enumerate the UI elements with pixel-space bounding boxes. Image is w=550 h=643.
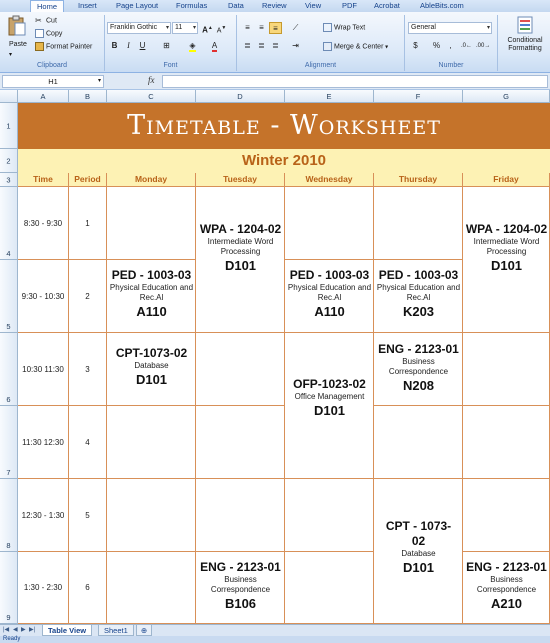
increase-decimal-button[interactable] (460, 40, 473, 52)
tab-ablebits[interactable]: AbleBits.com (420, 1, 464, 10)
comma-button[interactable] (444, 40, 457, 52)
align-bottom-icon: ≡ (273, 24, 278, 33)
class-name: Database (134, 361, 169, 370)
prev-sheet-icon[interactable]: ◀ (13, 627, 18, 633)
row-header-4[interactable]: 4 (0, 187, 18, 260)
tab-view[interactable]: View (305, 1, 322, 10)
currency-button[interactable] (409, 40, 422, 52)
worksheet (0, 90, 550, 624)
wrap-text-button[interactable] (323, 23, 365, 33)
conditional-formatting-icon (517, 16, 533, 34)
header-thursday[interactable]: Thursday (374, 173, 463, 187)
period-cell[interactable]: 1 (69, 187, 107, 260)
grow-font-button[interactable]: A▲ (202, 25, 213, 35)
divider (497, 15, 498, 71)
column-header-e[interactable]: E (285, 90, 374, 103)
class-room: B106 (224, 596, 257, 611)
class-code: CPT-1073-02 (115, 346, 188, 360)
header-tuesday[interactable]: Tuesday (196, 173, 285, 187)
percent-button[interactable] (430, 40, 443, 52)
paintbrush-icon (35, 42, 44, 51)
class-block (380, 519, 457, 576)
ribbon (0, 12, 550, 73)
class-block (108, 268, 195, 320)
name-box-value: H1 (48, 77, 58, 86)
class-code: WPA - 1204-02 (199, 222, 282, 236)
fill-color-icon: ◈ (189, 41, 196, 50)
indent-button[interactable] (289, 40, 302, 52)
font-group-label: Font (163, 62, 178, 69)
sheet-tab-bar (0, 624, 550, 636)
class-room: D101 (135, 372, 168, 387)
class-name: Business Correspondence (388, 357, 449, 376)
class-name: Physical Education and Rec.Al (287, 283, 372, 302)
class-block (464, 560, 549, 612)
schedule-cell[interactable] (196, 406, 285, 479)
column-header-bar (0, 90, 550, 103)
schedule-cell[interactable] (107, 479, 196, 552)
tab-review[interactable]: Review (262, 1, 287, 10)
class-block (197, 222, 284, 274)
tab-acrobat[interactable]: Acrobat (374, 1, 400, 10)
period-cell[interactable]: 6 (69, 552, 107, 624)
column-header-b[interactable]: B (69, 90, 107, 103)
font-family-select[interactable] (107, 22, 171, 34)
schedule-cell[interactable] (463, 479, 550, 552)
class-name: Office Management (294, 392, 365, 401)
align-center-button[interactable] (255, 40, 268, 52)
font-size-select[interactable] (172, 22, 198, 34)
chevron-down-icon: ▾ (97, 78, 101, 84)
row-header-7[interactable]: 7 (0, 406, 18, 479)
merge-center-label: Merge & Center (334, 43, 384, 51)
tab-insert[interactable]: Insert (78, 1, 97, 10)
class-room: A110 (314, 304, 345, 319)
indent-icon: ⇥ (292, 41, 299, 50)
format-painter-button[interactable] (35, 42, 92, 52)
align-middle-button[interactable] (255, 22, 268, 34)
copy-button[interactable] (35, 29, 62, 39)
sheet-tab-sheet1[interactable]: Sheet1 (98, 625, 134, 636)
orientation-icon: ⟋ (292, 23, 299, 32)
comma-icon: , (449, 41, 452, 50)
tab-formulas[interactable]: Formulas (176, 1, 208, 10)
class-code: ENG - 2123-01 (378, 342, 459, 356)
class-block (108, 346, 195, 388)
chevron-down-icon[interactable]: ▾ (9, 52, 13, 58)
page-subtitle[interactable]: Winter 2010 (18, 149, 550, 173)
number-format-value: General (411, 24, 436, 31)
paste-icon (7, 15, 27, 37)
decrease-decimal-icon: .00→ (476, 43, 491, 49)
class-room: N208 (402, 378, 435, 393)
schedule-cell[interactable] (285, 552, 374, 624)
schedule-cell[interactable] (285, 479, 374, 552)
class-block (375, 342, 462, 394)
class-code: PED - 1003-03 (289, 268, 370, 282)
row-header-2[interactable]: 2 (0, 149, 18, 173)
tab-data[interactable]: Data (228, 1, 244, 10)
insert-sheet-button[interactable] (136, 625, 152, 636)
italic-button[interactable]: I (127, 41, 130, 50)
chevron-down-icon: ▾ (192, 25, 196, 31)
paste-button[interactable] (6, 15, 28, 41)
copy-icon (35, 29, 44, 38)
class-code: WPA - 1204-02 (465, 222, 548, 236)
tab-page-layout[interactable]: Page Layout (116, 1, 159, 10)
class-name: Intermediate Word Processing (207, 237, 274, 256)
cut-button[interactable] (35, 16, 57, 26)
class-name: Database (401, 549, 436, 558)
schedule-cell[interactable] (107, 187, 196, 260)
wrap-text-icon (323, 23, 332, 32)
bold-button[interactable]: B (111, 41, 118, 50)
header-period[interactable]: Period (69, 173, 107, 187)
column-header-g[interactable]: G (463, 90, 550, 103)
tab-home[interactable]: Home (30, 0, 64, 13)
page-title[interactable]: Timetable - Worksheet (18, 103, 550, 149)
class-block (375, 268, 462, 320)
function-icon[interactable]: fx (148, 75, 155, 85)
alignment-group-label: Alignment (304, 62, 337, 69)
fill-color-button[interactable] (186, 40, 199, 52)
schedule-cell[interactable] (374, 406, 463, 479)
schedule-cell[interactable] (107, 552, 196, 624)
class-code: OFP-1023-02 (293, 377, 366, 391)
name-box[interactable] (2, 75, 104, 88)
schedule-cell[interactable] (196, 333, 285, 406)
chevron-down-icon: ▾ (383, 44, 389, 51)
row-header-6[interactable]: 6 (0, 333, 18, 406)
header-friday[interactable]: Friday (463, 173, 550, 187)
period-cell[interactable]: 4 (69, 406, 107, 479)
header-monday[interactable]: Monday (107, 173, 196, 187)
column-header-d[interactable]: D (196, 90, 285, 103)
format-painter-label: Format Painter (46, 43, 93, 51)
class-block (286, 377, 373, 419)
wrap-text-label: Wrap Text (334, 24, 366, 32)
schedule-cell[interactable] (196, 479, 285, 552)
schedule-cell[interactable] (285, 187, 374, 260)
column-header-c[interactable]: C (107, 90, 196, 103)
row-header-5[interactable]: 5 (0, 260, 18, 333)
align-top-button[interactable] (241, 22, 254, 34)
class-code: CPT - 1073-02 (385, 519, 452, 548)
row-header-3[interactable]: 3 (0, 173, 18, 187)
orientation-button[interactable] (289, 22, 302, 34)
schedule-cell[interactable] (107, 406, 196, 479)
period-cell[interactable]: 5 (69, 479, 107, 552)
tab-pdf[interactable]: PDF (342, 1, 357, 10)
time-cell[interactable]: 9:30 - 10:30 (18, 260, 69, 333)
align-center-icon: ≣ (258, 41, 265, 50)
select-all-corner[interactable] (0, 90, 18, 103)
font-color-icon: A (211, 41, 218, 50)
align-left-icon: ≣ (244, 41, 251, 50)
class-block (464, 222, 549, 274)
time-cell[interactable]: 10:30 11:30 (18, 333, 69, 406)
ribbon-tab-bar (0, 0, 550, 12)
schedule-cell[interactable] (463, 406, 550, 479)
chevron-down-icon: ▾ (165, 25, 169, 31)
row-header-8[interactable]: 8 (0, 479, 18, 552)
align-right-button[interactable] (269, 40, 282, 52)
chevron-down-icon: ▾ (486, 25, 490, 31)
clipboard-group-label: Clipboard (37, 62, 67, 69)
class-room: A110 (136, 304, 167, 319)
align-bottom-button[interactable] (269, 22, 282, 34)
class-room: D101 (490, 258, 523, 273)
header-time[interactable]: Time (18, 173, 69, 187)
schedule-cell[interactable] (374, 187, 463, 260)
row-header-1[interactable]: 1 (0, 103, 18, 149)
time-cell[interactable]: 8:30 - 9:30 (18, 187, 69, 260)
time-cell[interactable]: 11:30 12:30 (18, 406, 69, 479)
font-family-value: Franklin Gothic (110, 24, 158, 31)
time-cell[interactable]: 1:30 - 2:30 (18, 552, 69, 624)
first-sheet-icon[interactable]: |◀ (3, 627, 10, 633)
borders-button[interactable] (160, 40, 173, 52)
class-room: D101 (402, 560, 435, 575)
time-cell[interactable]: 12:30 - 1:30 (18, 479, 69, 552)
period-cell[interactable]: 3 (69, 333, 107, 406)
class-name: Physical Education and Rec.Al (109, 283, 194, 302)
class-name: Intermediate Word Processing (473, 237, 540, 256)
column-header-a[interactable]: A (18, 90, 69, 103)
conditional-formatting-label: Conditional Formatting (507, 37, 543, 52)
period-cell[interactable]: 2 (69, 260, 107, 333)
class-code: PED - 1003-03 (111, 268, 192, 282)
class-name: Business Correspondence (476, 575, 537, 594)
align-middle-icon: ≡ (259, 23, 264, 32)
borders-icon: ⊞ (163, 41, 170, 50)
paste-label: Paste (9, 41, 27, 48)
merge-center-button[interactable] (323, 42, 388, 52)
align-right-icon: ≣ (272, 41, 279, 50)
scissors-icon: ✂ (35, 16, 42, 25)
copy-label: Copy (46, 30, 63, 38)
align-left-button[interactable] (241, 40, 254, 52)
schedule-cell[interactable] (463, 333, 550, 406)
class-block (286, 268, 373, 320)
conditional-formatting-button[interactable] (500, 16, 550, 53)
class-code: PED - 1003-03 (378, 268, 459, 282)
align-top-icon: ≡ (245, 23, 250, 32)
class-room: A210 (490, 596, 523, 611)
header-wednesday[interactable]: Wednesday (285, 173, 374, 187)
sheet-tab-table-view[interactable]: Table View (42, 625, 92, 636)
class-name: Physical Education and Rec.Al (376, 283, 461, 302)
merge-center-icon (323, 42, 332, 51)
class-room: D101 (224, 258, 257, 273)
last-sheet-icon[interactable]: ▶| (29, 627, 36, 633)
currency-icon: $ (413, 41, 418, 50)
class-room: D101 (313, 403, 346, 418)
formula-input[interactable] (162, 75, 548, 88)
class-code: ENG - 2123-01 (200, 560, 281, 574)
font-color-button[interactable] (208, 40, 221, 52)
number-format-select[interactable] (408, 22, 492, 34)
percent-icon: % (432, 41, 441, 50)
column-header-f[interactable]: F (374, 90, 463, 103)
status-bar: Ready (0, 636, 550, 643)
number-group-label: Number (438, 62, 464, 69)
insert-sheet-icon: ⊕ (140, 626, 148, 635)
class-name: Business Correspondence (210, 575, 271, 594)
class-code: ENG - 2123-01 (466, 560, 547, 574)
increase-decimal-icon: .0← (460, 43, 472, 49)
row-header-9[interactable]: 9 (0, 552, 18, 624)
decrease-decimal-button[interactable] (476, 40, 489, 52)
font-size-value: 11 (175, 24, 183, 31)
class-room: K203 (402, 304, 435, 319)
cut-label: Cut (46, 17, 57, 25)
class-block (197, 560, 284, 612)
formula-bar (0, 73, 550, 90)
next-sheet-icon[interactable]: ▶ (21, 627, 26, 633)
shrink-font-button[interactable]: A▼ (216, 25, 227, 35)
underline-button[interactable]: U (139, 41, 146, 50)
